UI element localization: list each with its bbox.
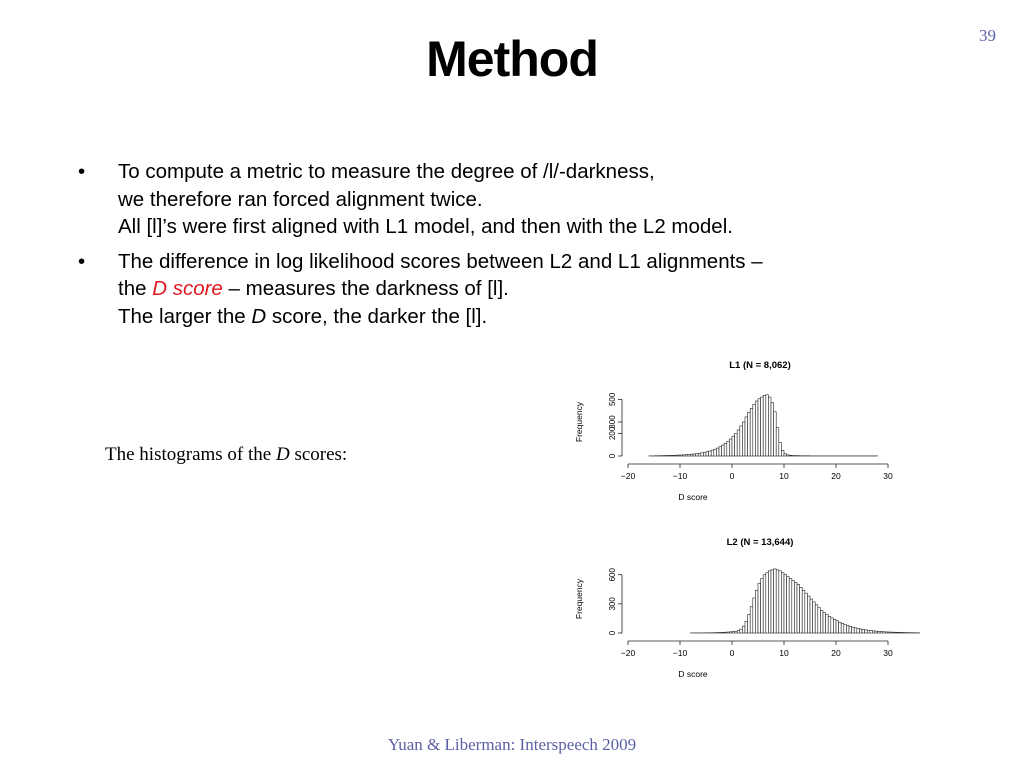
- histogram-bar: [859, 629, 862, 633]
- histogram-bar: [896, 632, 899, 633]
- x-axis-label: D score: [678, 492, 708, 502]
- histogram-bar: [732, 632, 735, 633]
- histogram-bar: [893, 632, 896, 633]
- histogram-bar: [800, 587, 803, 633]
- histogram-bar: [805, 593, 808, 633]
- histogram-bar: [714, 449, 717, 456]
- histogram-bar: [742, 422, 745, 456]
- slide-title: Method: [426, 31, 598, 87]
- histogram-bar: [891, 632, 894, 633]
- histogram-bar: [823, 613, 826, 633]
- histogram-bar: [771, 403, 774, 456]
- histogram-bar: [722, 445, 725, 456]
- x-tick-label: −10: [672, 648, 688, 658]
- histogram-bar: [776, 570, 779, 633]
- histogram-l2: [560, 527, 920, 687]
- bullet-2-line-2-pre: the: [118, 277, 153, 300]
- x-axis-label: D score: [678, 669, 708, 679]
- x-tick-label: 0: [729, 648, 735, 658]
- histogram-bar: [758, 399, 761, 456]
- histogram-bar: [794, 582, 797, 633]
- histogram-bar: [724, 443, 727, 456]
- histogram-bar: [789, 579, 792, 633]
- x-tick-label: 10: [779, 648, 789, 658]
- caption-post: scores:: [289, 444, 348, 465]
- histogram-bar: [742, 626, 745, 633]
- histogram-bar: [792, 581, 795, 633]
- histogram-bar: [675, 455, 678, 456]
- histogram-bar: [745, 621, 748, 633]
- histogram-bar: [779, 571, 782, 633]
- histogram-bar: [701, 453, 704, 456]
- y-tick-label: 500: [608, 392, 617, 407]
- histogram-bar: [802, 590, 805, 633]
- chart-title: L1 (N = 8,062): [729, 360, 791, 371]
- bullet-2-line-1: The difference in log likelihood scores between L2 and L1 alignments –: [118, 249, 763, 273]
- histogram-bar: [698, 453, 701, 456]
- bullet-1-line-1: To compute a metric to measure the degree of /l/-darkness,: [118, 160, 655, 183]
- caption-pre: The histograms of the: [105, 444, 276, 465]
- histogram-bar: [732, 436, 735, 456]
- histogram-bar: [872, 631, 875, 633]
- histogram-bar: [716, 448, 719, 456]
- histogram-bar: [735, 631, 738, 633]
- y-axis-label: Frequency: [574, 578, 584, 620]
- histogram-bar: [883, 632, 886, 633]
- histogram-bar: [768, 571, 771, 633]
- bullet-icon: •: [78, 160, 86, 183]
- histogram-bar: [677, 455, 680, 456]
- histogram-bar: [826, 615, 829, 633]
- histogram-bar: [771, 570, 774, 633]
- histogram-bar: [774, 412, 777, 456]
- histogram-bar: [719, 447, 722, 456]
- histogram-bar: [761, 579, 764, 633]
- x-tick-label: 30: [883, 471, 893, 481]
- histogram-bar: [727, 441, 730, 456]
- x-tick-label: 30: [883, 648, 893, 658]
- x-tick-label: 10: [779, 471, 789, 481]
- caption-variable: D: [275, 444, 290, 465]
- histogram-bar: [828, 616, 831, 633]
- histogram-bar: [711, 450, 714, 456]
- histogram-bar: [784, 454, 787, 456]
- histogram-bar: [761, 397, 764, 456]
- histogram-bar: [729, 632, 732, 633]
- histogram-bar: [748, 615, 751, 633]
- histogram-bar: [722, 632, 725, 633]
- histogram-bar: [753, 404, 756, 456]
- histogram-bar: [755, 401, 758, 456]
- histogram-bar: [750, 607, 753, 633]
- y-tick-label: 200: [608, 426, 617, 441]
- histogram-bar: [735, 433, 738, 456]
- histogram-bar: [807, 596, 810, 633]
- histogram-bar: [763, 395, 766, 456]
- histogram-bar: [748, 412, 751, 456]
- histogram-bar: [768, 397, 771, 456]
- histogram-bar: [727, 632, 730, 633]
- histogram-bar: [737, 430, 740, 456]
- bullet-list: [78, 158, 978, 337]
- histogram-bar: [740, 629, 743, 633]
- histogram-bar: [787, 455, 790, 456]
- histogram-bar: [766, 395, 769, 456]
- histogram-bar: [755, 590, 758, 633]
- histogram-l1: [560, 350, 920, 510]
- histogram-bar: [693, 454, 696, 456]
- bullet-1-line-2: we therefore ran forced alignment twice.: [118, 187, 483, 211]
- histogram-bar: [688, 454, 691, 456]
- histogram-bar: [831, 618, 834, 633]
- page-number: 39: [979, 26, 996, 45]
- histogram-bar: [885, 632, 888, 633]
- y-tick-label: 0: [608, 630, 617, 636]
- histogram-bar: [875, 631, 878, 633]
- histogram-bar: [696, 454, 699, 456]
- histogram-bar: [878, 631, 881, 633]
- histogram-bar: [745, 417, 748, 456]
- histogram-bar: [779, 442, 782, 456]
- histogram-bar: [776, 428, 779, 456]
- chart-title: L2 (N = 13,644): [726, 537, 794, 548]
- x-tick-label: 0: [729, 471, 735, 481]
- histogram-bar: [888, 632, 891, 633]
- histogram-bar: [672, 455, 675, 456]
- histogram-bar: [862, 630, 865, 633]
- histogram-bar: [703, 452, 706, 456]
- bullet-2-line-3-post: score, the darker the [l].: [266, 304, 488, 328]
- histogram-bar: [870, 631, 873, 633]
- histogram-bar: [810, 599, 813, 633]
- histogram-bar: [818, 608, 821, 633]
- histogram-bar: [781, 573, 784, 633]
- bullet-1-line-3: All [l]’s were first aligned with L1 model, and then with the L2 model.: [118, 215, 733, 238]
- histogram-bar: [758, 583, 761, 633]
- histogram-bar: [867, 630, 870, 633]
- histogram-bar: [852, 627, 855, 633]
- histogram-bar: [774, 569, 777, 633]
- histogram-bar: [766, 573, 769, 633]
- y-tick-label: 0: [608, 453, 617, 459]
- histogram-bar: [820, 611, 823, 633]
- histogram-bar: [737, 631, 740, 633]
- histogram-bar: [833, 619, 836, 633]
- histogram-bar: [729, 439, 732, 456]
- x-tick-label: 20: [831, 471, 841, 481]
- y-tick-label: 300: [608, 597, 617, 611]
- footer-citation: Yuan & Liberman: Interspeech 2009: [387, 735, 637, 754]
- histogram-bar: [841, 623, 844, 633]
- histogram-bar: [815, 605, 818, 633]
- histogram-bar: [849, 626, 852, 633]
- x-tick-label: −20: [620, 648, 636, 658]
- histogram-bar: [690, 454, 693, 456]
- histogram-bar: [844, 625, 847, 633]
- histogram-bar: [670, 455, 673, 456]
- histogram-bar: [763, 575, 766, 633]
- histogram-bar: [865, 630, 868, 633]
- d-variable: D: [251, 304, 267, 328]
- x-tick-label: 20: [831, 648, 841, 658]
- histogram-caption: [105, 444, 347, 466]
- histogram-bar: [787, 577, 790, 633]
- histogram-bar: [857, 628, 860, 633]
- histogram-bar: [781, 450, 784, 456]
- histogram-bar: [846, 626, 849, 633]
- histogram-bar: [709, 451, 712, 456]
- histogram-bar: [724, 632, 727, 633]
- bullet-2-line-3-pre: The larger the: [118, 304, 252, 328]
- histogram-bar: [683, 455, 686, 456]
- x-tick-label: −10: [672, 471, 688, 481]
- histogram-bar: [839, 622, 842, 633]
- histogram-bar: [680, 455, 683, 456]
- histogram-bar: [784, 575, 787, 633]
- histogram-bar: [813, 602, 816, 633]
- histogram-bar: [740, 426, 743, 456]
- histogram-bar: [789, 455, 792, 456]
- bullet-2-line-2-post: – measures the darkness of [l].: [222, 277, 509, 300]
- bullet-item-2: [78, 248, 978, 331]
- bullet-icon: •: [78, 249, 86, 273]
- x-tick-label: −20: [620, 471, 636, 481]
- histogram-bar: [753, 598, 756, 633]
- histogram-bar: [880, 632, 883, 633]
- histogram-bar: [836, 621, 839, 633]
- histogram-bar: [898, 632, 901, 633]
- d-score-term: D score: [152, 277, 223, 300]
- y-axis-label: Frequency: [574, 401, 584, 443]
- histogram-bar: [750, 408, 753, 456]
- bullet-item-1: [78, 158, 978, 241]
- histogram-bar: [685, 455, 688, 456]
- y-tick-label: 600: [608, 568, 617, 582]
- histogram-bar: [706, 452, 709, 456]
- histogram-bar: [854, 628, 857, 633]
- histogram-bar: [797, 584, 800, 633]
- y-tick-label: 300: [608, 415, 617, 429]
